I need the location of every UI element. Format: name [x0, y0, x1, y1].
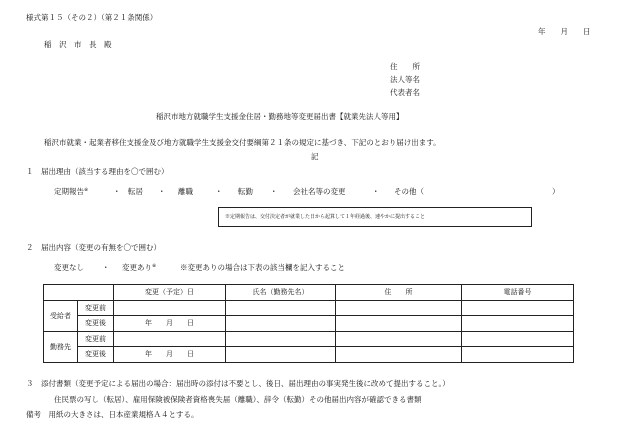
dot-separator: ・	[215, 187, 223, 196]
reason-option-other[interactable]: その他（	[394, 187, 424, 196]
change-option-yes[interactable]	[122, 264, 156, 272]
cell-name[interactable]	[226, 347, 336, 363]
reason-option-resignation[interactable]: 離職	[178, 187, 193, 196]
change-note: ※変更ありの場合は下表の該当欄を記入すること	[180, 263, 345, 272]
remark: 備考 用紙の大きさは、日本産業規格Ａ４とする。	[26, 410, 199, 419]
cell-phone[interactable]	[462, 300, 574, 316]
cell-change-date[interactable]	[114, 347, 226, 363]
other-close-paren: ）	[552, 187, 560, 196]
periodic-report-note-box	[218, 207, 532, 227]
form-title: 稲沢市地方就職学生支援金住居・勤務地等変更届出書【就業先法人等用】	[156, 112, 404, 121]
header-blank	[44, 285, 114, 301]
reason-option-transfer[interactable]: 転勤	[238, 187, 253, 196]
cell-address[interactable]	[336, 347, 462, 363]
reason-option-company-change[interactable]: 会社名等の変更	[293, 187, 346, 196]
table-row	[44, 316, 574, 332]
change-table	[43, 284, 574, 363]
section3-line2: 住民票の写し（転居）、雇用保険被保険者資格喪失届（離職）、辞令（転勤）その他届出内容が確認できる書類	[54, 395, 422, 404]
group-recipient: 受給者	[44, 300, 78, 331]
table-row	[44, 331, 574, 347]
cell-address[interactable]	[336, 331, 462, 347]
dot-separator: ・	[158, 187, 166, 196]
intro-text: 稲沢市就業・起業者移住支援金及び地方就職学生支援金交付要綱第２１条の規定に基づき、下記のとおり届け出ます。	[44, 138, 441, 147]
applicant-address-label: 住 所	[390, 62, 420, 71]
cell-phone[interactable]	[462, 316, 574, 332]
dot-separator: ・	[270, 187, 278, 196]
row-before: 変更前	[78, 331, 114, 347]
cell-address[interactable]	[336, 316, 462, 332]
applicant-representative-label: 代表者名	[390, 88, 420, 97]
row-after: 変更後	[78, 347, 114, 363]
note-mark: ※	[152, 263, 157, 269]
ymd-label: 年 月 日	[145, 350, 194, 359]
cell-change-date[interactable]	[114, 300, 226, 316]
dot-separator: ・	[102, 263, 110, 272]
reason-option-move[interactable]: 転居	[128, 187, 143, 196]
cell-phone[interactable]	[462, 331, 574, 347]
row-before: 変更前	[78, 300, 114, 316]
cell-name[interactable]	[226, 331, 336, 347]
header-name: 氏名（勤務先名）	[226, 285, 336, 301]
change-yes-label: 変更あり	[122, 263, 152, 272]
header-address: 住 所	[336, 285, 462, 301]
header-phone: 電話番号	[462, 285, 574, 301]
form-number: 様式第１５（その２）（第２１条関係）	[26, 13, 158, 22]
table-row	[44, 300, 574, 316]
table-row	[44, 347, 574, 363]
header-change-date: 変更（予定）日	[114, 285, 226, 301]
section1-heading: １ 届出理由（該当する理由を〇で囲む）	[26, 167, 169, 176]
periodic-report-note: ※定期報告は、交付決定者が就業した日から起算して１年経過後、速やかに提出すること	[225, 214, 426, 220]
recipient: 稲 沢 市 長 殿	[44, 40, 112, 49]
cell-name[interactable]	[226, 316, 336, 332]
section2-heading: ２ 届出内容（変更の有無を〇で囲む）	[26, 243, 161, 252]
group-workplace: 勤務先	[44, 331, 78, 362]
ki-heading: 記	[311, 152, 319, 161]
note-mark: ※	[84, 187, 89, 193]
change-option-none[interactable]: 変更なし	[54, 263, 84, 272]
dot-separator: ・	[113, 187, 121, 196]
cell-phone[interactable]	[462, 347, 574, 363]
row-after: 変更後	[78, 316, 114, 332]
cell-address[interactable]	[336, 300, 462, 316]
reason-option-periodic[interactable]	[54, 188, 88, 196]
cell-name[interactable]	[226, 300, 336, 316]
cell-change-date[interactable]	[114, 316, 226, 332]
dot-separator: ・	[372, 187, 380, 196]
date-line: 年 月 日	[538, 27, 591, 36]
applicant-corp-name-label: 法人等名	[390, 75, 420, 84]
table-header-row	[44, 285, 574, 301]
ymd-label: 年 月 日	[145, 319, 194, 328]
cell-change-date[interactable]	[114, 331, 226, 347]
section3-line1: ３ 添付書類（変更予定による届出の場合：届出時の添付は不要とし、後日、届出理由の事実発生後に改めて提出すること。）	[26, 379, 450, 388]
reason-label: 定期報告	[54, 187, 84, 196]
